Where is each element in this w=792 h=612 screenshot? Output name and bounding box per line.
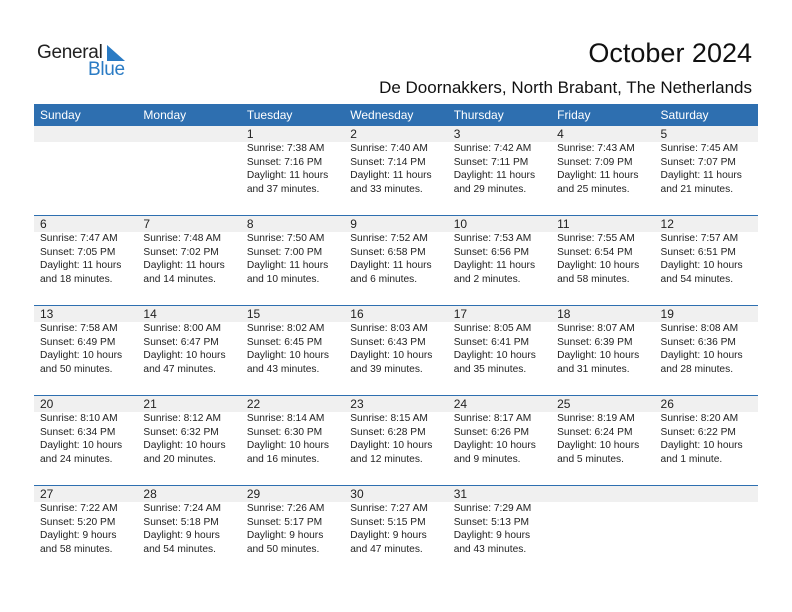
- sunset-text: Sunset: 7:09 PM: [557, 156, 633, 168]
- daylight-minutes-text: and 10 minutes.: [246, 273, 320, 285]
- daylight-text: Daylight: 11 hours: [660, 170, 742, 181]
- sunrise-text: Sunrise: 7:29 AM: [453, 503, 532, 514]
- day-cell: [34, 126, 137, 196]
- sunset-text: Sunset: 6:26 PM: [453, 426, 530, 438]
- daylight-text: Daylight: 10 hours: [143, 440, 226, 451]
- daylight-minutes-text: and 21 minutes.: [660, 183, 734, 195]
- daylight-text: Daylight: 9 hours: [143, 530, 220, 541]
- daylight-text: Daylight: 11 hours: [350, 260, 432, 271]
- daylight-text: Daylight: 11 hours: [40, 260, 122, 271]
- daylight-minutes-text: and 9 minutes.: [453, 453, 521, 465]
- day-number: 8: [246, 217, 254, 231]
- week-row: [34, 485, 758, 575]
- sunrise-text: Sunrise: 8:10 AM: [40, 413, 118, 424]
- day-cell: [241, 396, 344, 466]
- sunset-text: Sunset: 6:36 PM: [660, 336, 736, 348]
- day-number: 14: [143, 307, 157, 321]
- sunrise-text: Sunrise: 7:42 AM: [453, 143, 532, 154]
- daylight-text: Daylight: 10 hours: [453, 440, 536, 451]
- week-row: [34, 215, 758, 305]
- daylight-minutes-text: and 20 minutes.: [143, 453, 216, 465]
- logo-text-blue: Blue: [88, 59, 125, 80]
- day-cell: [655, 306, 758, 376]
- weekday-saturday: Saturday: [660, 108, 709, 122]
- daylight-text: Daylight: 10 hours: [40, 350, 123, 361]
- day-number: 20: [40, 397, 54, 411]
- day-number: 22: [246, 397, 261, 411]
- week-cells: [34, 306, 758, 376]
- day-number: 4: [557, 127, 564, 141]
- daylight-minutes-text: and 50 minutes.: [40, 363, 113, 375]
- day-cell: [655, 126, 758, 196]
- daylight-text: Daylight: 10 hours: [453, 350, 536, 361]
- daylight-minutes-text: and 35 minutes.: [453, 363, 527, 375]
- daylight-minutes-text: and 39 minutes.: [350, 363, 423, 375]
- sunset-text: Sunset: 5:13 PM: [453, 516, 530, 528]
- day-number: 25: [557, 397, 571, 411]
- day-number: 21: [143, 397, 157, 411]
- calendar-grid: [34, 104, 758, 575]
- sunrise-text: Sunrise: 7:52 AM: [350, 233, 428, 244]
- week-row: [34, 395, 758, 485]
- sunset-text: Sunset: 6:22 PM: [660, 426, 736, 438]
- daylight-minutes-text: and 12 minutes.: [350, 453, 423, 465]
- weekday-thursday: Thursday: [453, 108, 504, 122]
- logo: [37, 42, 137, 82]
- daylight-minutes-text: and 47 minutes.: [350, 543, 423, 555]
- daylight-minutes-text: and 28 minutes.: [660, 363, 734, 375]
- week-cells: [34, 216, 758, 286]
- daylight-text: Daylight: 10 hours: [660, 440, 743, 451]
- sunset-text: Sunset: 7:11 PM: [453, 156, 529, 168]
- sunset-text: Sunset: 6:34 PM: [40, 426, 116, 438]
- day-number: 10: [453, 217, 468, 231]
- sunrise-text: Sunrise: 7:40 AM: [350, 143, 428, 154]
- sunset-text: Sunset: 6:32 PM: [143, 426, 219, 438]
- daylight-text: Daylight: 11 hours: [350, 170, 432, 181]
- daylight-minutes-text: and 58 minutes.: [40, 543, 113, 555]
- weekday-monday: Monday: [143, 108, 187, 122]
- day-cell: [344, 306, 447, 376]
- daylight-text: Daylight: 10 hours: [350, 350, 433, 361]
- daylight-minutes-text: and 16 minutes.: [246, 453, 320, 465]
- day-number: 16: [350, 307, 364, 321]
- daylight-text: Daylight: 10 hours: [246, 440, 329, 451]
- sunrise-text: Sunrise: 8:19 AM: [557, 413, 635, 424]
- day-cell: [344, 126, 447, 196]
- daylight-minutes-text: and 43 minutes.: [453, 543, 527, 555]
- sunrise-text: Sunrise: 7:53 AM: [453, 233, 532, 244]
- daylight-text: Daylight: 10 hours: [557, 440, 640, 451]
- sunset-text: Sunset: 6:51 PM: [660, 246, 736, 258]
- daylight-text: Daylight: 9 hours: [40, 530, 117, 541]
- sunrise-text: Sunrise: 8:05 AM: [453, 323, 532, 334]
- sunrise-text: Sunrise: 8:15 AM: [350, 413, 428, 424]
- sunrise-text: Sunrise: 7:48 AM: [143, 233, 222, 244]
- sunset-text: Sunset: 6:39 PM: [557, 336, 633, 348]
- sunrise-text: Sunrise: 7:27 AM: [350, 503, 428, 514]
- day-number: 3: [453, 127, 461, 141]
- day-number: 2: [350, 127, 357, 141]
- day-number: 5: [660, 127, 668, 141]
- week-cells: [34, 396, 758, 466]
- daylight-text: Daylight: 10 hours: [660, 350, 743, 361]
- day-number: [40, 126, 137, 142]
- day-cell: [34, 306, 137, 376]
- daylight-text: Daylight: 11 hours: [453, 260, 536, 271]
- sunset-text: Sunset: 7:05 PM: [40, 246, 116, 258]
- weeks-container: [34, 126, 758, 575]
- daylight-minutes-text: and 24 minutes.: [40, 453, 113, 465]
- day-cell: [34, 486, 137, 556]
- sunrise-text: Sunrise: 7:22 AM: [40, 503, 118, 514]
- day-cell: [655, 486, 758, 556]
- weekday-tuesday: Tuesday: [246, 108, 293, 122]
- sunrise-text: Sunrise: 8:17 AM: [453, 413, 532, 424]
- sunset-text: Sunset: 6:54 PM: [557, 246, 633, 258]
- sunset-text: Sunset: 6:56 PM: [453, 246, 530, 258]
- day-number: 29: [246, 487, 261, 501]
- daylight-text: Daylight: 9 hours: [350, 530, 427, 541]
- day-number: 27: [40, 487, 54, 501]
- daylight-minutes-text: and 6 minutes.: [350, 273, 418, 285]
- day-number: [143, 126, 240, 142]
- daylight-minutes-text: and 31 minutes.: [557, 363, 630, 375]
- sunset-text: Sunset: 7:00 PM: [246, 246, 323, 258]
- day-number: 12: [660, 217, 674, 231]
- daylight-minutes-text: and 54 minutes.: [143, 543, 216, 555]
- day-cell: [448, 216, 551, 286]
- sunset-text: Sunset: 6:58 PM: [350, 246, 426, 258]
- sunrise-text: Sunrise: 8:02 AM: [246, 323, 325, 334]
- day-cell: [34, 396, 137, 466]
- sunrise-text: Sunrise: 8:07 AM: [557, 323, 635, 334]
- day-number: 24: [453, 397, 468, 411]
- day-cell: [344, 396, 447, 466]
- sunset-text: Sunset: 5:20 PM: [40, 516, 116, 528]
- daylight-text: Daylight: 10 hours: [557, 260, 640, 271]
- day-number: 30: [350, 487, 364, 501]
- daylight-text: Daylight: 11 hours: [557, 170, 639, 181]
- day-cell: [655, 216, 758, 286]
- sunset-text: Sunset: 7:02 PM: [143, 246, 219, 258]
- day-cell: [655, 396, 758, 466]
- day-cell: [344, 486, 447, 556]
- day-cell: [344, 216, 447, 286]
- sunrise-text: Sunrise: 7:45 AM: [660, 143, 739, 154]
- day-cell: [551, 216, 654, 286]
- sunrise-text: Sunrise: 8:14 AM: [246, 413, 325, 424]
- day-cell: [448, 126, 551, 196]
- sunset-text: Sunset: 7:16 PM: [246, 156, 323, 168]
- logo-text-general: General: [37, 42, 103, 63]
- sunrise-text: Sunrise: 7:55 AM: [557, 233, 635, 244]
- day-cell: [34, 216, 137, 286]
- weekday-friday: Friday: [557, 108, 591, 122]
- sunset-text: Sunset: 6:45 PM: [246, 336, 323, 348]
- daylight-text: Daylight: 9 hours: [246, 530, 324, 541]
- daylight-text: Daylight: 10 hours: [557, 350, 640, 361]
- sunrise-text: Sunrise: 7:57 AM: [660, 233, 739, 244]
- daylight-minutes-text: and 47 minutes.: [143, 363, 216, 375]
- day-cell: [137, 216, 240, 286]
- daylight-text: Daylight: 9 hours: [453, 530, 531, 541]
- day-number: 6: [40, 217, 47, 231]
- weekday-wednesday: Wednesday: [350, 108, 414, 122]
- week-cells: [34, 486, 758, 556]
- sunrise-text: Sunrise: 7:50 AM: [246, 233, 325, 244]
- day-number: [661, 486, 758, 502]
- sunset-text: Sunset: 5:15 PM: [350, 516, 426, 528]
- sunrise-text: Sunrise: 7:47 AM: [40, 233, 118, 244]
- day-number: 15: [246, 307, 261, 321]
- daylight-text: Daylight: 11 hours: [246, 170, 329, 181]
- sunset-text: Sunset: 5:18 PM: [143, 516, 219, 528]
- daylight-text: Daylight: 10 hours: [143, 350, 226, 361]
- day-cell: [448, 486, 551, 556]
- sunset-text: Sunset: 6:24 PM: [557, 426, 633, 438]
- daylight-text: Daylight: 10 hours: [660, 260, 743, 271]
- sunset-text: Sunset: 7:07 PM: [660, 156, 736, 168]
- day-cell: [241, 486, 344, 556]
- day-number: 23: [350, 397, 364, 411]
- day-number: 17: [453, 307, 468, 321]
- day-number: 19: [660, 307, 674, 321]
- sunset-text: Sunset: 6:28 PM: [350, 426, 426, 438]
- daylight-text: Daylight: 11 hours: [453, 170, 536, 181]
- sunset-text: Sunset: 6:49 PM: [40, 336, 116, 348]
- daylight-minutes-text: and 33 minutes.: [350, 183, 423, 195]
- day-number: 7: [143, 217, 151, 231]
- sunset-text: Sunset: 6:47 PM: [143, 336, 219, 348]
- day-number: 26: [660, 397, 674, 411]
- daylight-text: Daylight: 10 hours: [246, 350, 329, 361]
- daylight-text: Daylight: 10 hours: [40, 440, 123, 451]
- day-number: 31: [453, 487, 468, 501]
- day-cell: [137, 396, 240, 466]
- day-number: [557, 486, 654, 502]
- day-number: 11: [557, 217, 570, 231]
- sunset-text: Sunset: 7:14 PM: [350, 156, 426, 168]
- sunrise-text: Sunrise: 7:38 AM: [246, 143, 325, 154]
- sunset-text: Sunset: 5:17 PM: [246, 516, 323, 528]
- sunrise-text: Sunrise: 8:03 AM: [350, 323, 428, 334]
- daylight-minutes-text: and 14 minutes.: [143, 273, 216, 285]
- daylight-minutes-text: and 2 minutes.: [453, 273, 521, 285]
- sunrise-text: Sunrise: 7:58 AM: [40, 323, 118, 334]
- day-cell: [241, 126, 344, 196]
- day-number: 1: [246, 127, 254, 141]
- day-cell: [137, 486, 240, 556]
- day-number: 13: [40, 307, 54, 321]
- week-row: [34, 305, 758, 395]
- day-cell: [241, 306, 344, 376]
- sunrise-text: Sunrise: 8:20 AM: [660, 413, 739, 424]
- day-cell: [551, 486, 654, 556]
- sunset-text: Sunset: 6:30 PM: [246, 426, 323, 438]
- day-number: 9: [350, 217, 357, 231]
- day-cell: [137, 306, 240, 376]
- sunrise-text: Sunrise: 7:26 AM: [246, 503, 325, 514]
- day-cell: [448, 396, 551, 466]
- daylight-minutes-text: and 25 minutes.: [557, 183, 630, 195]
- daylight-minutes-text: and 54 minutes.: [660, 273, 734, 285]
- daylight-minutes-text: and 18 minutes.: [40, 273, 113, 285]
- day-cell: [241, 216, 344, 286]
- daylight-minutes-text: and 37 minutes.: [246, 183, 320, 195]
- day-cell: [551, 306, 654, 376]
- weekday-header: [34, 104, 758, 126]
- daylight-minutes-text: and 5 minutes.: [557, 453, 624, 465]
- location-subtitle: De Doornakkers, North Brabant, The Netherlands: [379, 78, 752, 97]
- day-cell: [551, 396, 654, 466]
- day-cell: [551, 126, 654, 196]
- sunset-text: Sunset: 6:43 PM: [350, 336, 426, 348]
- day-number: 18: [557, 307, 571, 321]
- day-number: 28: [143, 487, 157, 501]
- day-cell: [448, 306, 551, 376]
- sunrise-text: Sunrise: 7:43 AM: [557, 143, 635, 154]
- weekday-sunday: Sunday: [40, 108, 81, 122]
- daylight-minutes-text: and 43 minutes.: [246, 363, 320, 375]
- sunrise-text: Sunrise: 8:00 AM: [143, 323, 222, 334]
- sunrise-text: Sunrise: 8:08 AM: [660, 323, 739, 334]
- week-row: [34, 126, 758, 215]
- day-cell: [137, 126, 240, 196]
- sunrise-text: Sunrise: 7:24 AM: [143, 503, 222, 514]
- page-title: October 2024: [588, 38, 752, 68]
- daylight-text: Daylight: 11 hours: [143, 260, 225, 271]
- sunset-text: Sunset: 6:41 PM: [453, 336, 530, 348]
- daylight-text: Daylight: 10 hours: [350, 440, 433, 451]
- daylight-text: Daylight: 11 hours: [246, 260, 329, 271]
- daylight-minutes-text: and 58 minutes.: [557, 273, 630, 285]
- daylight-minutes-text: and 50 minutes.: [246, 543, 320, 555]
- week-cells: [34, 126, 758, 196]
- daylight-minutes-text: and 1 minute.: [660, 453, 723, 465]
- daylight-minutes-text: and 29 minutes.: [453, 183, 527, 195]
- sunrise-text: Sunrise: 8:12 AM: [143, 413, 222, 424]
